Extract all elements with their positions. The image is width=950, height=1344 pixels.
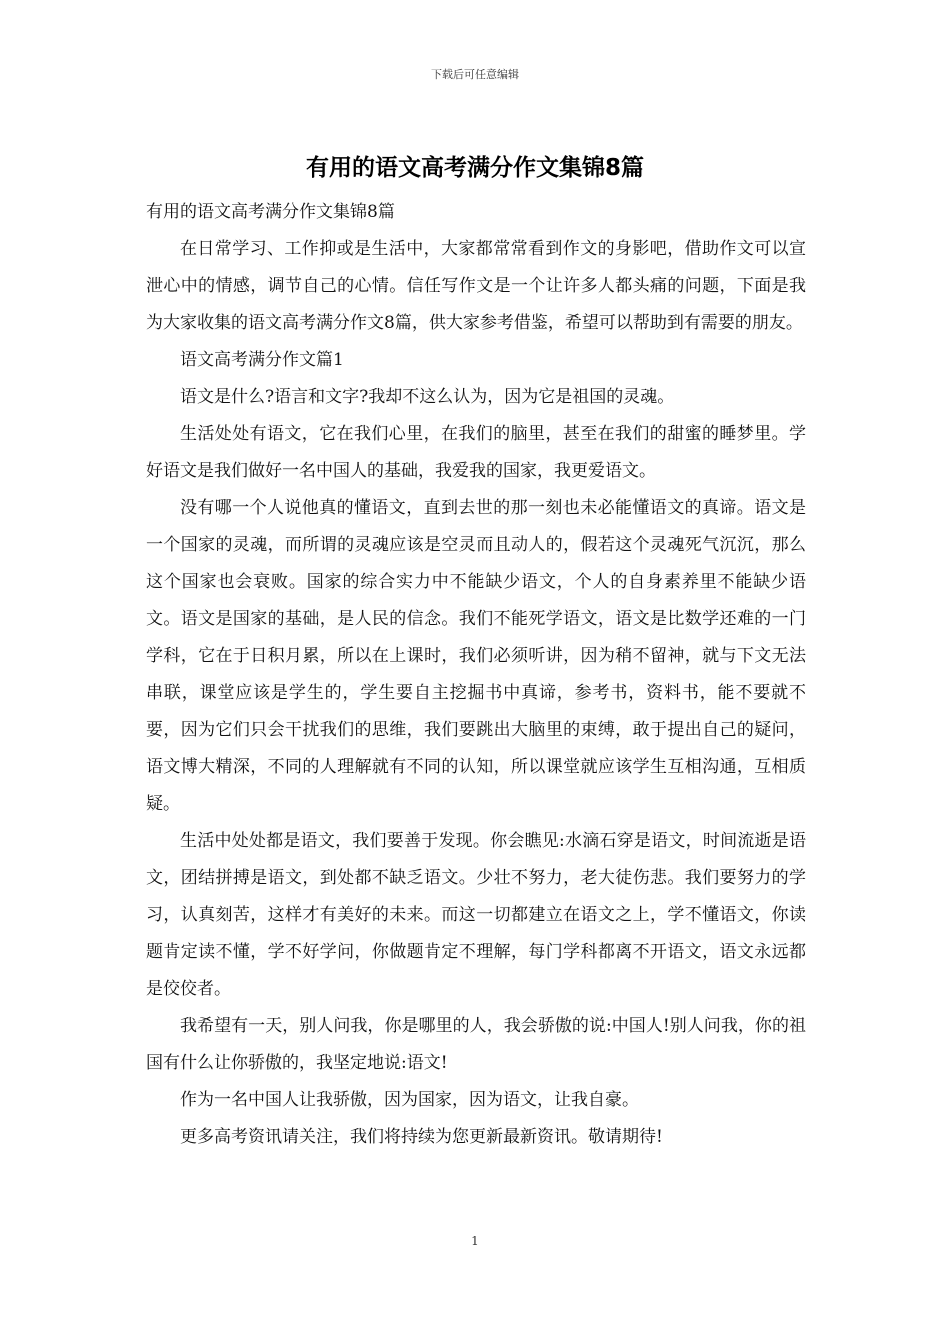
document-body [146, 194, 806, 1156]
header-note: 下载后可任意编辑 [431, 68, 519, 81]
document-subtitle: 有用的语文高考满分作文集锦8篇 [146, 202, 395, 222]
paragraph-closing: 更多高考资讯请关注，我们将持续为您更新最新资讯。敬请期待! [180, 1127, 663, 1147]
paragraph: 作为一名中国人让我骄傲，因为国家，因为语文，让我自豪。 [180, 1090, 639, 1110]
paragraph: 生活中处处都是语文，我们要善于发现。你会瞧见:水滴石穿是语文，时间流逝是语文，团结拼搏是语文，到处都不缺乏语文。少壮不努力，老大徒伤悲。我们要努力的学习，认真刻苦，这样才有美好的未来。而这一切都建立在语文之上，学不懂语文，你读题肯定读不懂，学不好学问，你做题肯定不理解，每门学科都离不开语文，语文永远都是佼佼者。 [146, 831, 806, 999]
page-number: 1 [471, 1234, 479, 1248]
document-title: 有用的语文高考满分作文集锦8篇 [305, 155, 644, 181]
paragraph: 没有哪一个人说他真的懂语文，直到去世的那一刻也未必能懂语文的真谛。语文是一个国家的灵魂，而所谓的灵魂应该是空灵而且动人的，假若这个灵魂死气沉沉，那么这个国家也会衰败。国家的综合实力中不能缺少语文，个人的自身素养里不能缺少语文。语文是国家的基础，是人民的信念。我们不能死学语文，语文是比数学还难的一门学科，它在于日积月累，所以在上课时，我们必须听讲，因为稍不留神，就与下文无法串联，课堂应该是学生的，学生要自主挖掘书中真谛，参考书，资料书，能不要就不要，因为它们只会干扰我们的思维，我们要跳出大脑里的束缚，敢于提出自己的疑问，语文博大精深，不同的人理解就有不同的认知，所以课堂就应该学生互相沟通，互相质疑。 [146, 498, 806, 814]
paragraph-intro: 在日常学习、工作抑或是生活中，大家都常常看到作文的身影吧，借助作文可以宣泄心中的情感，调节自己的心情。信任写作文是一个让许多人都头痛的问题，下面是我为大家收集的语文高考满分作文8篇，供大家参考借鉴，希望可以帮助到有需要的朋友。 [146, 239, 806, 333]
paragraph: 我希望有一天，别人问我，你是哪里的人，我会骄傲的说:中国人!别人问我，你的祖国有什么让你骄傲的，我坚定地说:语文! [146, 1016, 806, 1073]
paragraph: 语文是什么?语言和文字?我却不这么认为，因为它是祖国的灵魂。 [180, 387, 675, 407]
paragraph: 生活处处有语文，它在我们心里，在我们的脑里，甚至在我们的甜蜜的睡梦里。学好语文是我们做好一名中国人的基础，我爱我的国家，我更爱语文。 [146, 424, 806, 481]
section-heading: 语文高考满分作文篇1 [180, 350, 344, 370]
